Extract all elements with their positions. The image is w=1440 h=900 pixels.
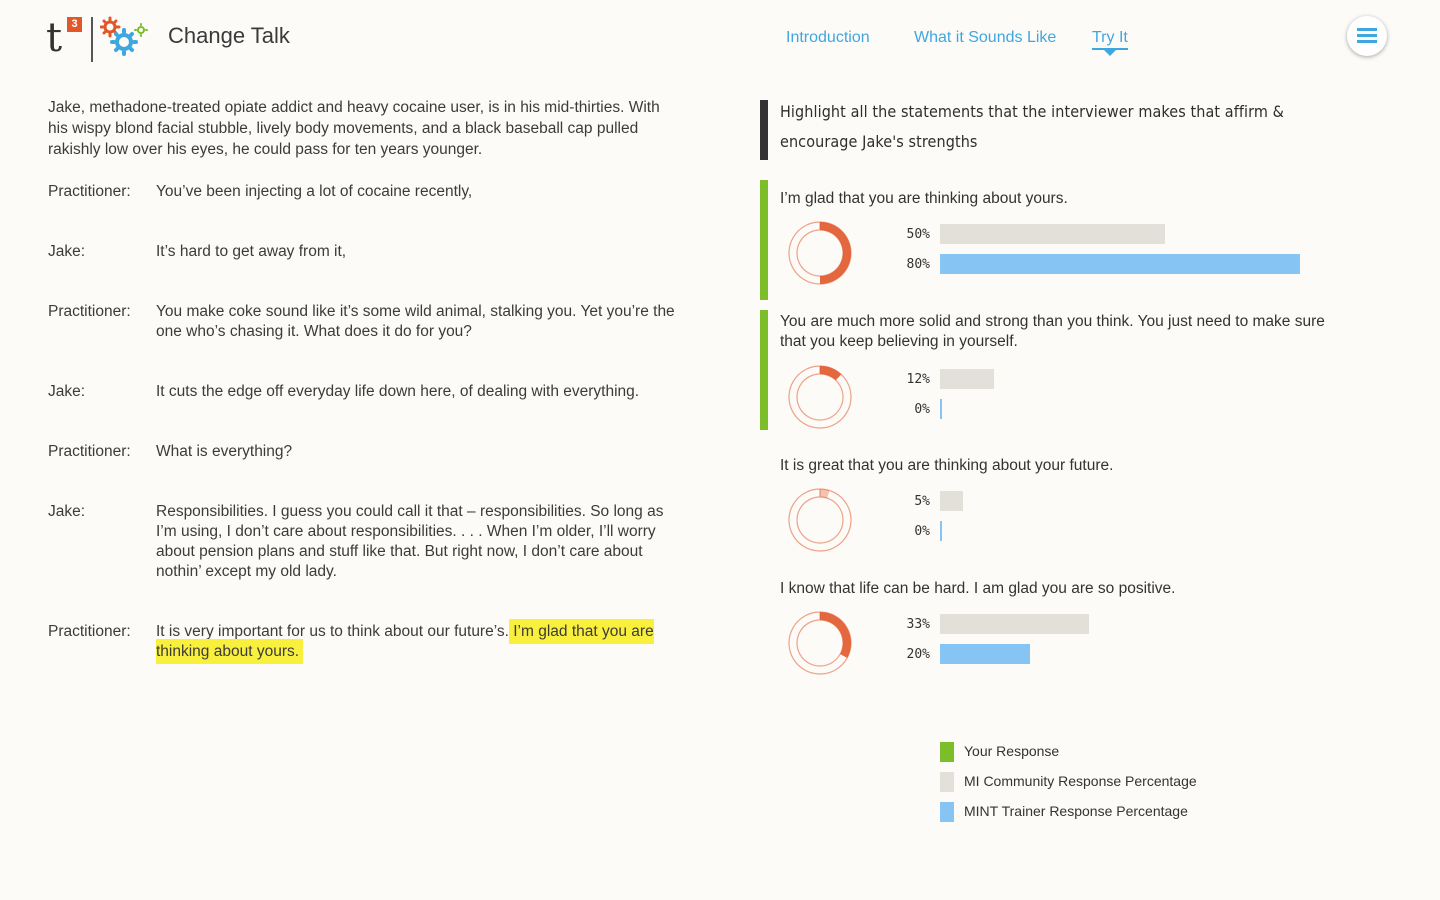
donut-chart <box>787 220 853 286</box>
logo-badge: 3 <box>67 17 82 32</box>
transcript-line[interactable]: Responsibilities. I guess you could call it that – responsibilities. So long as I’m using, I don’t care about responsibilities. . . . When I’m older, I’ll worry about pension plans and stuff like that. But right now, I don’t care about nothin’ except my old lady. <box>156 503 664 580</box>
community-bar <box>940 614 1089 634</box>
exercise-prompt: Highlight all the statements that the interviewer makes that affirm & encourage Jake's strengths <box>780 102 1284 151</box>
logo-divider <box>91 17 93 62</box>
transcript-line[interactable]: It’s hard to get away from it, <box>156 243 347 260</box>
transcript-text: It is very important for us to think about our future’s. <box>156 623 514 640</box>
option-statement[interactable]: You are much more solid and strong than you think. You just need to make sure that you keep believing in yourself. <box>780 313 1325 350</box>
speaker-label: Practitioner: <box>48 443 131 460</box>
transcript-intro: Jake, methadone-treated opiate addict and heavy cocaine user, is in his mid-thirties. With his wispy blond facial stubble, lively body movements, and a black baseball cap pulled rakishly low over his eyes, he could pass for ten years younger. <box>48 99 660 158</box>
nav-active-caret <box>1104 50 1116 56</box>
donut-chart <box>787 364 853 430</box>
legend-label: MI Community Response Percentage <box>964 773 1197 789</box>
community-percent: 50% <box>906 227 930 242</box>
mint-bar <box>940 254 1300 274</box>
community-percent: 5% <box>914 494 930 509</box>
legend-swatch-your-response <box>940 742 954 762</box>
speaker-label: Practitioner: <box>48 303 131 320</box>
mint-percent: 0% <box>914 402 930 417</box>
option-statement[interactable]: I know that life can be hard. I am glad you are so positive. <box>780 580 1176 597</box>
option-statement[interactable]: I’m glad that you are thinking about yours. <box>780 190 1068 207</box>
donut-chart <box>787 487 853 553</box>
donut-ring <box>789 366 851 428</box>
speaker-label: Jake: <box>48 383 86 400</box>
hamburger-icon-line <box>1357 34 1377 37</box>
legend-label: Your Response <box>964 743 1060 759</box>
mint-percent: 0% <box>914 524 930 539</box>
donut-ring <box>789 489 851 551</box>
legend-swatch-community <box>940 772 954 792</box>
speaker-label: Jake: <box>48 503 86 520</box>
nav-try-it[interactable]: Try It <box>1092 29 1128 50</box>
hamburger-icon-line <box>1357 40 1377 43</box>
mint-bar <box>940 399 942 419</box>
donut-chart <box>787 610 853 676</box>
nav-what-it-sounds-like[interactable]: What it Sounds Like <box>914 29 1057 46</box>
transcript-line[interactable]: It cuts the edge off everyday life down here, of dealing with everything. <box>156 383 640 400</box>
speaker-label: Practitioner: <box>48 183 131 200</box>
speaker-label: Practitioner: <box>48 623 131 640</box>
mint-bar <box>940 644 1030 664</box>
legend-swatch-mint <box>940 802 954 822</box>
donut-segment <box>820 612 851 658</box>
donut-segment <box>820 489 830 498</box>
donut-segment <box>820 366 841 380</box>
highlighted-statement[interactable]: I’m glad that you are thinking about yours. <box>156 623 654 660</box>
transcript-line[interactable]: What is everything? <box>156 443 293 460</box>
mint-bar <box>940 521 942 541</box>
community-percent: 12% <box>906 372 930 387</box>
option-statement[interactable]: It is great that you are thinking about your future. <box>780 457 1114 474</box>
community-percent: 33% <box>906 617 930 632</box>
app-title: Change Talk <box>168 23 290 48</box>
mint-percent: 20% <box>906 647 930 662</box>
speaker-label: Jake: <box>48 243 86 260</box>
selected-indicator <box>760 180 768 300</box>
legend-label: MINT Trainer Response Percentage <box>964 803 1188 819</box>
prompt-accent-bar <box>760 100 768 160</box>
mint-percent: 80% <box>906 257 930 272</box>
transcript-line[interactable]: You make coke sound like it’s some wild animal, stalking you. Yet you’re the one who’s chasing it. What does it do for you? <box>156 303 675 340</box>
nav-introduction[interactable]: Introduction <box>786 29 870 46</box>
community-bar <box>940 491 963 511</box>
community-bar <box>940 224 1165 244</box>
community-bar <box>940 369 994 389</box>
logo-letter: t <box>46 15 63 61</box>
gears-icon <box>100 16 150 58</box>
donut-segment <box>820 222 851 284</box>
hamburger-icon <box>1357 28 1377 31</box>
selected-indicator <box>760 310 768 430</box>
transcript-line[interactable]: You’ve been injecting a lot of cocaine recently, <box>156 183 473 200</box>
menu-button[interactable] <box>1347 16 1387 56</box>
transcript-line[interactable] <box>156 622 671 662</box>
